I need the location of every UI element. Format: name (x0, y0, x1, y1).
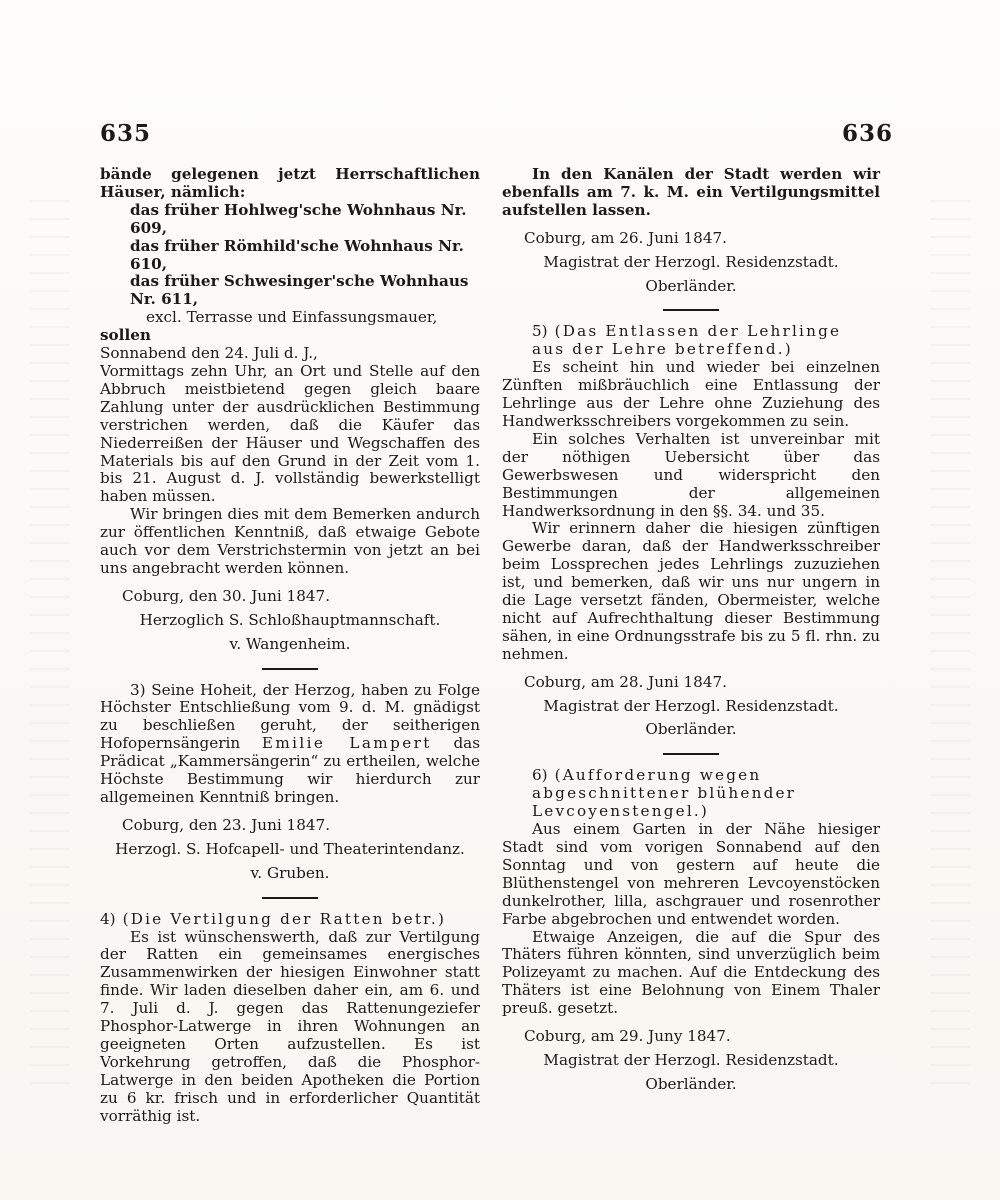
signature-block (502, 230, 880, 296)
right-column (502, 166, 880, 1094)
notice-3-text-b: das Prädicat „Kammersängerin“ zu ertheilen, welche Höchste Bestimmung wir hierdurch zur allgemeinen Kenntniß bringen. (100, 734, 481, 806)
notice-4-number: 4) (100, 909, 116, 928)
notice-3-spaced-name: Emilie Lampert (261, 734, 432, 753)
house-list-item: excl. Terrasse und Einfassungsmauer, (146, 308, 438, 327)
continuation-fragment: bände gelegenen jetzt Herrschaftlichen Häuser, nämlich: (100, 165, 480, 201)
notice-5-paragraph: Wir erinnern daher die hiesigen zünftigen Gewerbe daran, daß der Handwerksschreiber beim Lossprechen jedes Lehrlings zuzuziehen ist, und bemerken, daß wir uns nur ungern in die Lage versetzt fänden, Obermeister, welche nicht auf Aufrechthaltung dieser Bestimmung sähen, in eine Ordnungsstrafe bis zu 5 fl. rhn. zu nehmen. (502, 519, 880, 663)
house-list-item: das früher Römhild'sche Wohnhaus Nr. 610, (130, 236, 464, 273)
signature-authority: Herzogl. S. Hofcapell- und Theaterintendanz. (115, 839, 465, 858)
notice-5-number: 5) (532, 322, 548, 341)
notice-4-title: (Die Vertilgung der Ratten betr.) (122, 909, 447, 928)
house-list (130, 202, 480, 327)
announcement-paragraph: Wir bringen dies mit dem Bemerken andurch zur öffentlichen Kenntniß, daß etwaige Gebote auch vor dem Verstrichstermin von jetzt an bei uns angebracht werden können. (100, 505, 480, 577)
notice-6-heading (502, 767, 880, 821)
notice-6-paragraph: Etwaige Anzeigen, die auf die Spur des Thäters führen könnten, sind unverzüglich beim Polizeyamt zu machen. Auf die Entdeckung des Thäters ist eine Belohnung von Einem Thaler preuß. gesetzt. (502, 927, 880, 1018)
notice-5-title: (Das Entlassen der Lehrlinge aus der Lehre betreffend.) (532, 322, 842, 359)
notice-3-body (100, 682, 480, 807)
page-number-left: 635 (100, 120, 152, 147)
signature-block (502, 1028, 880, 1094)
signature-name: Oberländer. (645, 276, 737, 295)
signature-block (100, 588, 480, 654)
notice-6-title: (Aufforderung wegen abgeschnittener blühender Levcoyenstengel.) (532, 766, 797, 821)
notice-4-body: Es ist wünschenswerth, daß zur Vertilgung der Ratten ein gemeinsames energisches Zusammenwirken der hiesigen Einwohner statt finde. Wir laden dieselben daher ein, am 6. und 7. Juli d. J. gegen das Rattenungeziefer Phosphor-Latwerge in ihren Wohnungen an geeigneten Orten aufzustellen. Es ist Vorkehrung getroffen, daß die Phosphor-Latwerge in den beiden Apotheken die Portion zu 6 kr. frisch und in erforderlicher Quantität vorräthig ist. (100, 927, 480, 1125)
bleed-through-margin-right (930, 200, 970, 1100)
notice-6-paragraph: Aus einem Garten in der Nähe hiesiger Stadt sind vom vorigen Sonnabend auf den Sonntag und von gestern auf heute die Blüthenstengel von mehreren Levcoyenstöcken dunkelrother, lilla, aschgrauer und rosenrother Farbe abgebrochen und entwendet worden. (502, 820, 880, 928)
notice-6-number: 6) (532, 766, 548, 785)
signature-date: Coburg, den 30. Juni 1847. (122, 586, 331, 605)
notice-5-paragraph: Es scheint hin und wieder bei einzelnen Zünften mißbräuchlich eine Entlassung der Lehrlinge aus der Lehre ohne Zuziehung des Handwerksschreibers vorgekommen zu sein. (502, 358, 880, 430)
signature-date: Coburg, am 28. Juni 1847. (524, 672, 727, 691)
notice-3-text-a: 3) Seine Hoheit, der Herzog, haben zu Folge Höchster Entschließung vom 9. d. M. gnädigst zu beschließen geruht, der seitherigen Hofopernsängerin (100, 680, 480, 753)
auction-paragraph: Vormittags zehn Uhr, an Ort und Stelle auf den Abbruch meistbietend gegen gleich baare Zahlung unter der ausdrücklichen Bestimmung verstrichen werden, daß die Käufer das Niederreißen der Häuser und Wegschaffen des Materials bis auf den Grund in der Zeit vom 1. bis 21. August d. J. vollständig bewerkstelligt haben müssen. (100, 361, 480, 506)
signature-name: v. Wangenheim. (229, 634, 351, 653)
house-list-item: das früher Hohlweg'sche Wohnhaus Nr. 609, (130, 200, 467, 237)
bleed-through-margin-left (30, 200, 70, 1100)
notice-4-heading (100, 911, 480, 929)
section-divider (262, 668, 318, 670)
signature-name: Oberländer. (645, 1074, 737, 1093)
section-divider (663, 309, 719, 311)
signature-authority: Magistrat der Herzogl. Residenzstadt. (543, 252, 839, 271)
house-list-item: das früher Schwesinger'sche Wohnhaus Nr. 611, (130, 272, 469, 309)
notice-5-paragraph: Ein solches Verhalten ist unvereinbar mit der nöthigen Uebersicht über das Gewerbswesen und widerspricht den Bestimmungen der allgemeinen Handwerksordnung in den §§. 34. und 35. (502, 429, 880, 520)
signature-authority: Magistrat der Herzogl. Residenzstadt. (543, 696, 839, 715)
signature-authority: Magistrat der Herzogl. Residenzstadt. (543, 1050, 839, 1069)
sollen-line: sollen (100, 326, 151, 345)
signature-date: Coburg, am 26. Juni 1847. (524, 228, 727, 247)
section-divider (262, 897, 318, 899)
page-number-right: 636 (842, 120, 894, 147)
signature-date: Coburg, am 29. Juny 1847. (524, 1027, 731, 1046)
auction-date-line: Sonnabend den 24. Juli d. J., (100, 344, 318, 363)
left-column (100, 166, 480, 1126)
signature-authority: Herzoglich S. Schloßhauptmannschaft. (139, 610, 441, 629)
notice-5-heading (502, 323, 880, 359)
signature-name: Oberländer. (645, 720, 737, 739)
signature-block (100, 817, 480, 883)
signature-date: Coburg, den 23. Juni 1847. (122, 815, 331, 834)
signature-block (502, 674, 880, 740)
signature-name: v. Gruben. (250, 863, 330, 882)
continuation-fragment: In den Kanälen der Stadt werden wir ebenfalls am 7. k. M. ein Vertilgungsmittel aufstellen lassen. (502, 165, 880, 219)
section-divider (663, 753, 719, 755)
